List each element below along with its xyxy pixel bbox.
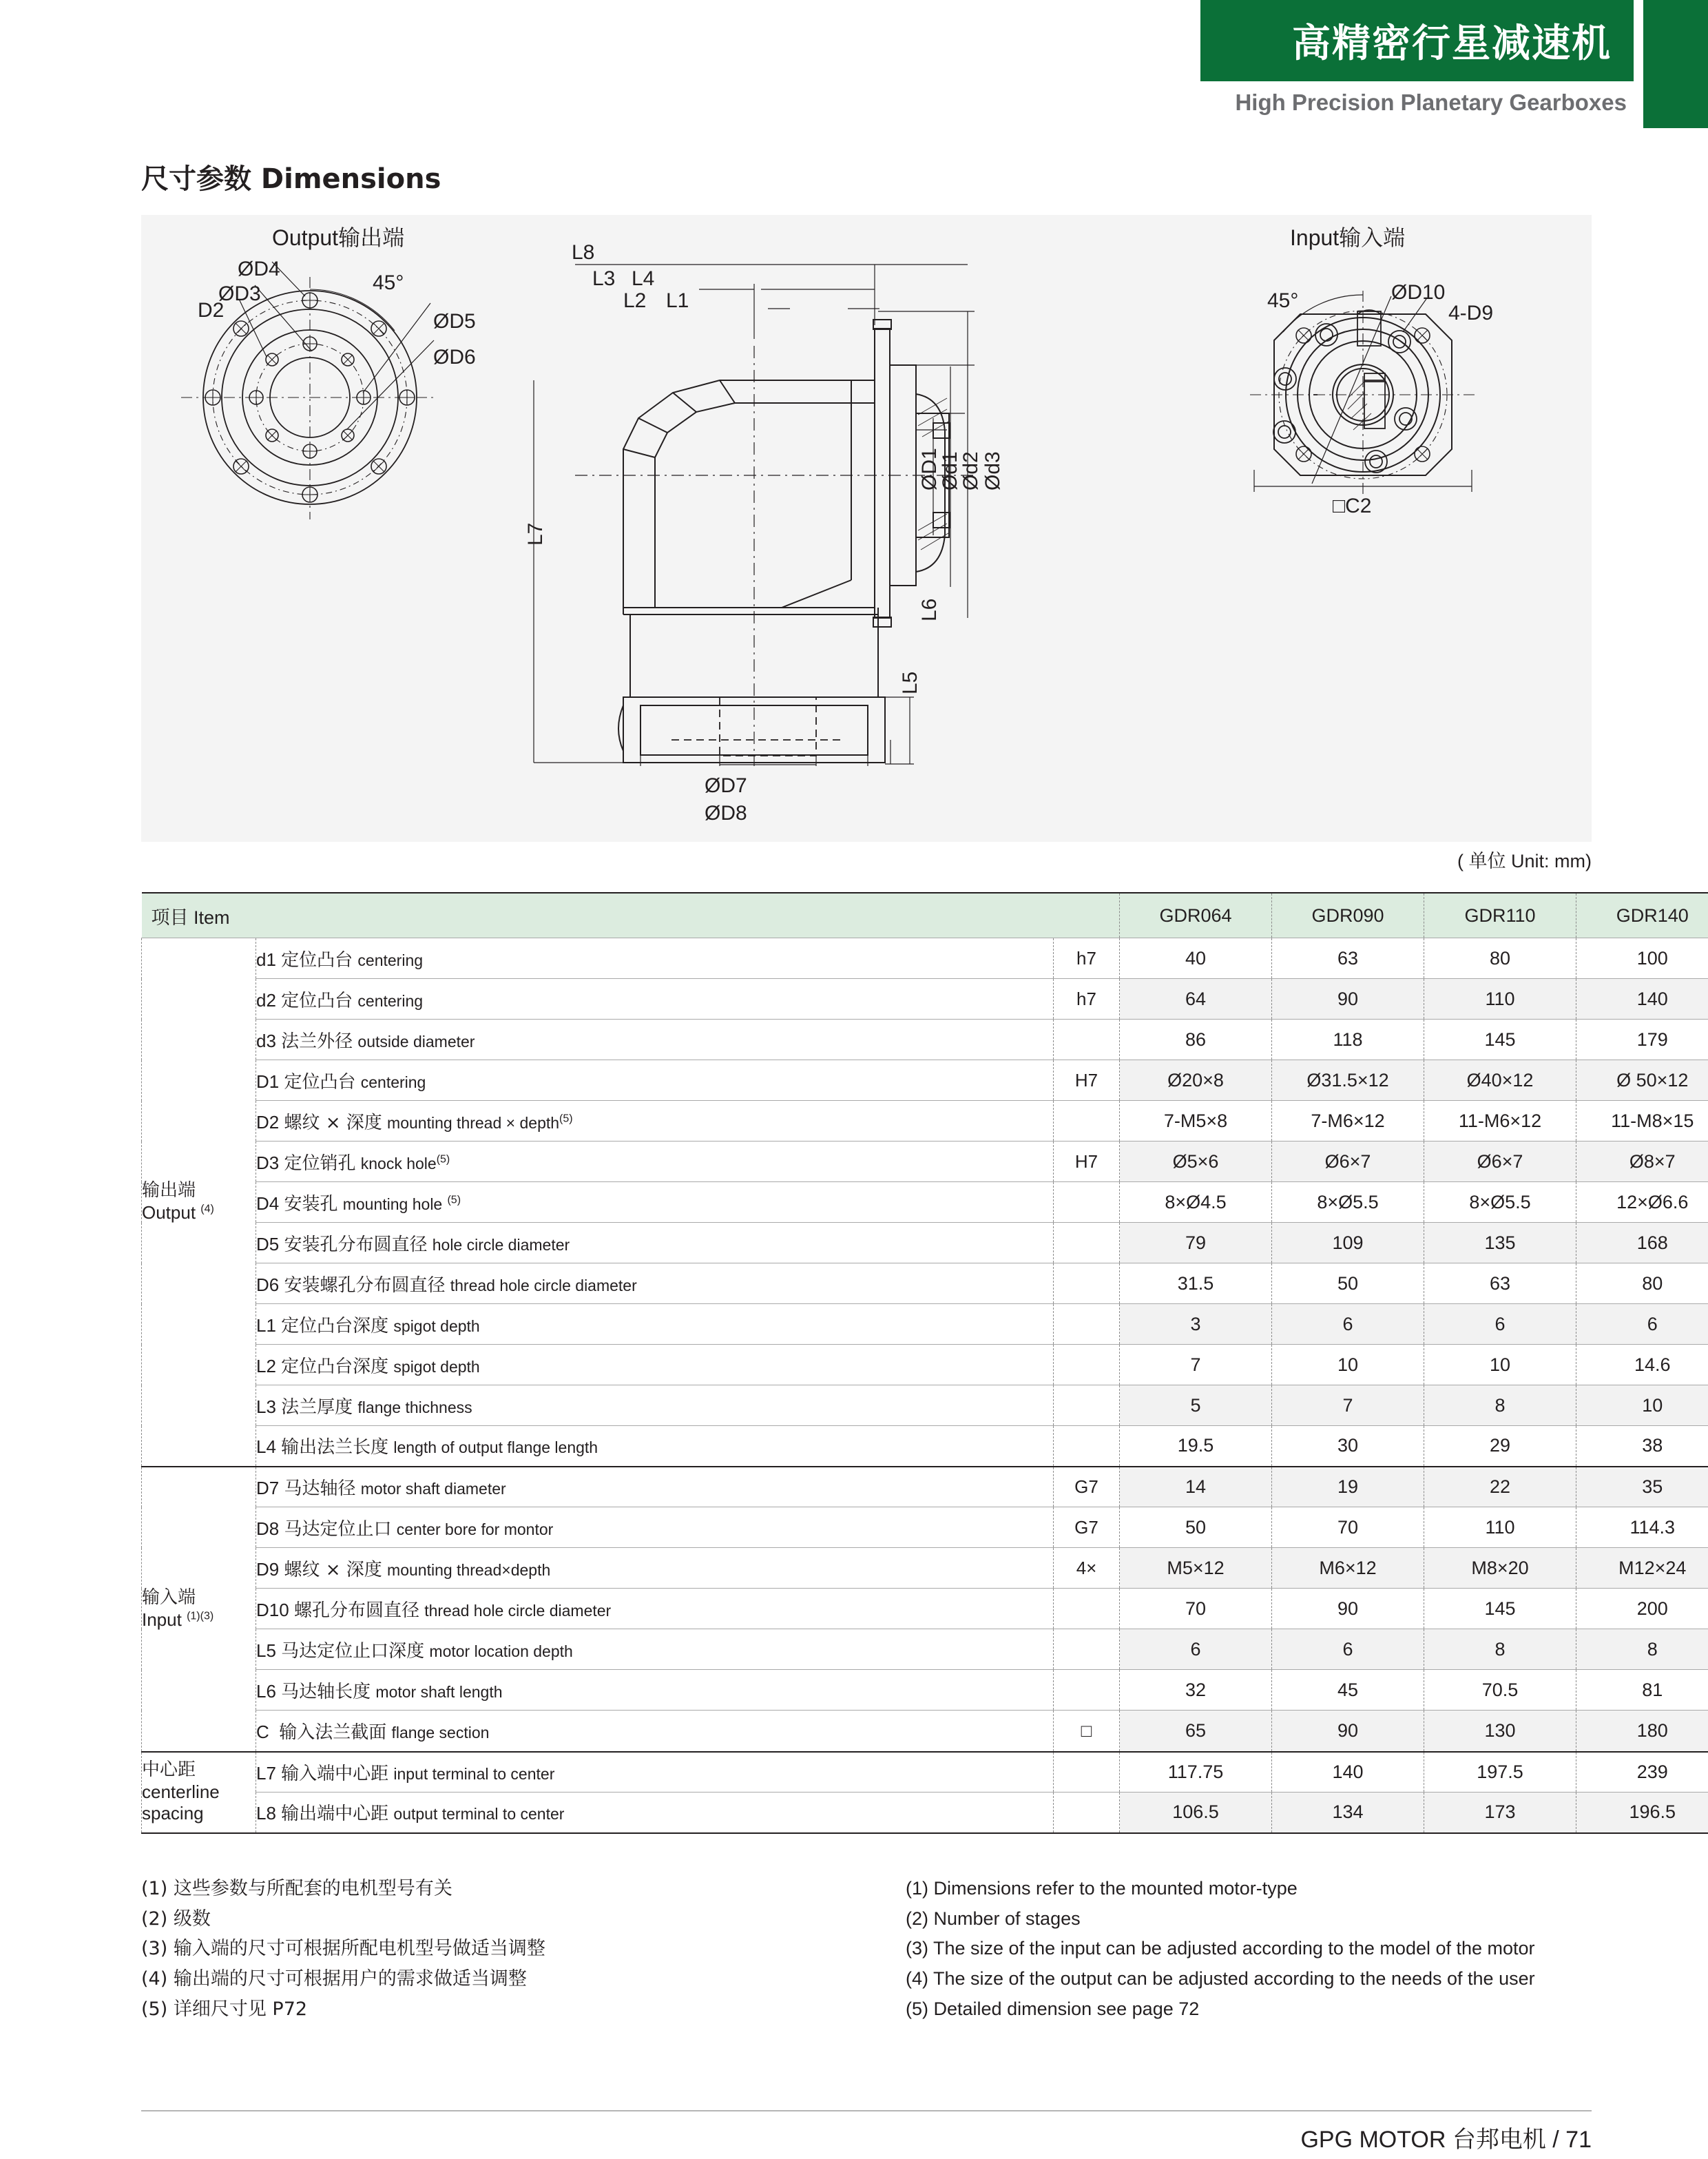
cell-D5-gdr110: 135 (1424, 1223, 1576, 1263)
row-tol-D4 (1054, 1182, 1120, 1223)
row-tol-D10 (1054, 1589, 1120, 1629)
cell-D4-gdr140: 12×Ø6.6 (1576, 1182, 1708, 1223)
footnote-en-5: (5) Detailed dimension see page 72 (906, 1998, 1200, 2019)
cell-D3-gdr090: Ø6×7 (1272, 1142, 1424, 1182)
cell-L3-gdr064: 5 (1120, 1385, 1272, 1426)
table-row (142, 1142, 1708, 1182)
row-item-L7: L7 输入端中心距 input terminal to center (256, 1752, 1054, 1793)
label-od4: ØD4 (238, 258, 280, 280)
group-label-output-zh: 输出端 (142, 1180, 196, 1201)
cell-D8-gdr140: 114.3 (1576, 1507, 1708, 1548)
label-od1-small: Ød1 (939, 451, 961, 490)
label-l5: L5 (899, 671, 921, 694)
group-label-centerline-zh: 中心距 (142, 1759, 196, 1780)
label-od10: ØD10 (1391, 281, 1446, 304)
table-row (142, 1426, 1708, 1467)
side-section-drawing (492, 242, 1195, 766)
cell-L4-gdr140: 38 (1576, 1426, 1708, 1467)
row-item-D3: D3 定位销孔 knock hole$^{(5)}$ (256, 1142, 1054, 1182)
table-row (142, 1223, 1708, 1263)
cell-L3-gdr140: 10 (1576, 1385, 1708, 1426)
cell-d1-gdr090: 63 (1272, 938, 1424, 979)
label-c2: □C2 (1333, 495, 1372, 517)
cell-L8-gdr110: 173 (1424, 1793, 1576, 1833)
cell-L3-gdr090: 7 (1272, 1385, 1424, 1426)
table-row (142, 1589, 1708, 1629)
cell-L8-gdr140: 196.5 (1576, 1793, 1708, 1833)
unit-note: ( 单位 Unit: mm) (1457, 851, 1592, 871)
page-title: 尺寸参数 Dimensions (141, 163, 441, 195)
row-item-L4: L4 输出法兰长度 length of output flange length (256, 1426, 1054, 1467)
label-l1: L1 (666, 289, 689, 312)
cell-D8-gdr064: 50 (1120, 1507, 1272, 1548)
header-title-zh: 高精密行星减速机 (1292, 21, 1612, 66)
output-view-title: Output输出端 (272, 225, 405, 250)
cell-D9-gdr064: M5×12 (1120, 1548, 1272, 1589)
cell-d3l-gdr110: 145 (1424, 1020, 1576, 1060)
row-tol-D9: 4× (1054, 1548, 1120, 1589)
cell-L4-gdr064: 19.5 (1120, 1426, 1272, 1467)
cell-D9-gdr090: M6×12 (1272, 1548, 1424, 1589)
table-row (142, 1507, 1708, 1548)
table-row (142, 1752, 1708, 1793)
cell-D2-gdr090: 7-M6×12 (1272, 1101, 1424, 1142)
cell-D9-gdr110: M8×20 (1424, 1548, 1576, 1589)
label-l8: L8 (572, 241, 595, 264)
group-label-input (142, 1467, 256, 1752)
cell-d3l-gdr140: 179 (1576, 1020, 1708, 1060)
label-angle-45-input: 45° (1267, 289, 1299, 312)
table-row (142, 1263, 1708, 1304)
cell-D9-gdr140: M12×24 (1576, 1548, 1708, 1589)
row-item-d2l: d2 定位凸台 centering (256, 979, 1054, 1020)
cell-C-gdr090: 90 (1272, 1711, 1424, 1751)
cell-L6-gdr140: 81 (1576, 1670, 1708, 1711)
cell-C-gdr064: 65 (1120, 1711, 1272, 1751)
row-item-L8: L8 输出端中心距 output terminal to center (256, 1793, 1054, 1833)
row-item-D6: D6 安装螺孔分布圆直径 thread hole circle diameter (256, 1263, 1054, 1304)
footnote-zh-3: (3) 输入端的尺寸可根据所配电机型号做适当调整 (141, 1938, 545, 1960)
cell-L5-gdr110: 8 (1424, 1629, 1576, 1670)
table-row (142, 938, 1708, 979)
cell-L8-gdr064: 106.5 (1120, 1793, 1272, 1833)
dimensions-table-wrap (141, 892, 1694, 1834)
label-l7: L7 (524, 522, 547, 546)
footnote-en-4: (4) The size of the output can be adjusted according to the needs of the user (906, 1968, 1535, 1990)
row-tol-C: □ (1054, 1711, 1120, 1751)
table-row (142, 1101, 1708, 1142)
row-tol-L8 (1054, 1793, 1120, 1833)
cell-D6-gdr064: 31.5 (1120, 1263, 1272, 1304)
cell-L6-gdr064: 32 (1120, 1670, 1272, 1711)
cell-d3l-gdr090: 118 (1272, 1020, 1424, 1060)
cell-d2l-gdr140: 140 (1576, 979, 1708, 1020)
label-angle-45-output: 45° (373, 271, 404, 294)
header-model-gdr090: GDR090 (1272, 893, 1424, 938)
row-item-D4: D4 安装孔 mounting hole $^{(5)}$ (256, 1182, 1054, 1223)
table-row (142, 1467, 1708, 1507)
row-tol-d1: h7 (1054, 938, 1120, 979)
table-row (142, 1711, 1708, 1751)
cell-D3-gdr064: Ø5×6 (1120, 1142, 1272, 1182)
footnote-en-2: (2) Number of stages (906, 1908, 1081, 1929)
row-item-d3l: d3 法兰外径 outside diameter (256, 1020, 1054, 1060)
row-item-D7: D7 马达轴径 motor shaft diameter (256, 1467, 1054, 1507)
header-side-tab (1643, 0, 1708, 128)
label-od8: ØD8 (705, 802, 747, 825)
cell-D10-gdr140: 200 (1576, 1589, 1708, 1629)
cell-L5-gdr140: 8 (1576, 1629, 1708, 1670)
row-item-L2: L2 定位凸台深度 spigot depth (256, 1345, 1054, 1385)
label-l6: L6 (918, 598, 941, 621)
cell-C-gdr110: 130 (1424, 1711, 1576, 1751)
label-od1-bore: ØD1 (918, 448, 941, 490)
table-row (142, 1670, 1708, 1711)
header-model-gdr140: GDR140 (1576, 893, 1708, 938)
footer-text: GPG MOTOR 台邦电机 / 71 (1300, 2127, 1592, 2153)
cell-L1-gdr064: 3 (1120, 1304, 1272, 1345)
group-label-output (142, 938, 256, 1467)
row-item-D5: D5 安装孔分布圆直径 hole circle diameter (256, 1223, 1054, 1263)
header-model-gdr110: GDR110 (1424, 893, 1576, 938)
table-header-row (142, 893, 1708, 938)
cell-D7-gdr140: 35 (1576, 1467, 1708, 1507)
dimensions-table (141, 892, 1708, 1834)
row-tol-D8: G7 (1054, 1507, 1120, 1548)
cell-D6-gdr090: 50 (1272, 1263, 1424, 1304)
cell-D6-gdr140: 80 (1576, 1263, 1708, 1304)
table-row (142, 1548, 1708, 1589)
footnote-zh-1: (1) 这些参数与所配套的电机型号有关 (141, 1878, 452, 1899)
cell-D1-gdr090: Ø31.5×12 (1272, 1060, 1424, 1101)
row-tol-D6 (1054, 1263, 1120, 1304)
cell-D10-gdr110: 145 (1424, 1589, 1576, 1629)
header-model-gdr064: GDR064 (1120, 893, 1272, 938)
cell-L6-gdr110: 70.5 (1424, 1670, 1576, 1711)
cell-L3-gdr110: 8 (1424, 1385, 1576, 1426)
footnotes-zh (141, 1874, 830, 2025)
input-view-title: Input输入端 (1290, 225, 1406, 250)
cell-d2l-gdr110: 110 (1424, 979, 1576, 1020)
cell-D10-gdr090: 90 (1272, 1589, 1424, 1629)
row-item-L3: L3 法兰厚度 flange thichness (256, 1385, 1054, 1426)
cell-d1-gdr140: 100 (1576, 938, 1708, 979)
row-tol-L5 (1054, 1629, 1120, 1670)
label-l2: L2 (623, 289, 647, 312)
dimension-drawing-panel (141, 215, 1592, 842)
row-item-C: C 输入法兰截面 flange section (256, 1711, 1054, 1751)
cell-d2l-gdr064: 64 (1120, 979, 1272, 1020)
row-tol-D2 (1054, 1101, 1120, 1142)
cell-D5-gdr090: 109 (1272, 1223, 1424, 1263)
cell-L5-gdr064: 6 (1120, 1629, 1272, 1670)
row-tol-d3l (1054, 1020, 1120, 1060)
group-label-output-en: Output $^{(4)}$ (142, 1201, 214, 1223)
row-item-D8: D8 马达定位止口 center bore for montor (256, 1507, 1054, 1548)
cell-d1-gdr064: 40 (1120, 938, 1272, 979)
cell-D8-gdr110: 110 (1424, 1507, 1576, 1548)
label-d2: D2 (198, 299, 225, 322)
label-od7: ØD7 (705, 774, 747, 797)
cell-D4-gdr064: 8×Ø4.5 (1120, 1182, 1272, 1223)
table-row (142, 1304, 1708, 1345)
label-4-d9: 4-D9 (1448, 302, 1494, 324)
cell-D6-gdr110: 63 (1424, 1263, 1576, 1304)
cell-L7-gdr110: 197.5 (1424, 1752, 1576, 1793)
label-od3: ØD3 (218, 282, 261, 305)
header-title-en: High Precision Planetary Gearboxes (1235, 90, 1627, 115)
header-item-label: 项目 Item (142, 893, 1120, 938)
label-l4: L4 (632, 267, 655, 290)
table-row (142, 1182, 1708, 1223)
group-label-centerline-en: centerline spacing (142, 1781, 220, 1824)
cell-L6-gdr090: 45 (1272, 1670, 1424, 1711)
row-item-L5: L5 马达定位止口深度 motor location depth (256, 1629, 1054, 1670)
table-row (142, 1345, 1708, 1385)
row-tol-D3: H7 (1054, 1142, 1120, 1182)
row-tol-D5 (1054, 1223, 1120, 1263)
cell-D7-gdr110: 22 (1424, 1467, 1576, 1507)
cell-L2-gdr140: 14.6 (1576, 1345, 1708, 1385)
table-row (142, 1020, 1708, 1060)
cell-L5-gdr090: 6 (1272, 1629, 1424, 1670)
row-tol-L7 (1054, 1752, 1120, 1793)
output-end-drawing (162, 249, 451, 525)
cell-d2l-gdr090: 90 (1272, 979, 1424, 1020)
cell-D4-gdr090: 8×Ø5.5 (1272, 1182, 1424, 1223)
cell-L7-gdr064: 117.75 (1120, 1752, 1272, 1793)
cell-D4-gdr110: 8×Ø5.5 (1424, 1182, 1576, 1223)
footnote-en-3: (3) The size of the input can be adjusted according to the model of the motor (906, 1938, 1535, 1959)
cell-L1-gdr110: 6 (1424, 1304, 1576, 1345)
label-od3-side: Ød3 (981, 451, 1004, 490)
row-item-D9: D9 螺纹 × 深度 mounting thread×depth (256, 1548, 1054, 1589)
table-row (142, 979, 1708, 1020)
cell-D3-gdr110: Ø6×7 (1424, 1142, 1576, 1182)
group-label-centerline (142, 1752, 256, 1833)
cell-L2-gdr064: 7 (1120, 1345, 1272, 1385)
cell-D2-gdr140: 11-M8×15 (1576, 1101, 1708, 1142)
cell-D3-gdr140: Ø8×7 (1576, 1142, 1708, 1182)
cell-D10-gdr064: 70 (1120, 1589, 1272, 1629)
cell-L8-gdr090: 134 (1272, 1793, 1424, 1833)
row-item-L6: L6 马达轴长度 motor shaft length (256, 1670, 1054, 1711)
table-row (142, 1793, 1708, 1833)
row-item-D10: D10 螺孔分布圆直径 thread hole circle diameter (256, 1589, 1054, 1629)
footnotes-en (906, 1874, 1594, 2025)
label-od5: ØD5 (433, 310, 476, 333)
cell-d3l-gdr064: 86 (1120, 1020, 1272, 1060)
row-tol-L1 (1054, 1304, 1120, 1345)
label-od2: Ød2 (959, 451, 982, 490)
cell-D5-gdr140: 168 (1576, 1223, 1708, 1263)
table-row (142, 1385, 1708, 1426)
group-label-input-en: Input $^{(1)(3)}$ (142, 1609, 214, 1630)
row-tol-D1: H7 (1054, 1060, 1120, 1101)
footer-divider (141, 2110, 1592, 2111)
cell-D2-gdr064: 7-M5×8 (1120, 1101, 1272, 1142)
cell-L2-gdr110: 10 (1424, 1345, 1576, 1385)
row-item-L1: L1 定位凸台深度 spigot depth (256, 1304, 1054, 1345)
cell-L7-gdr140: 239 (1576, 1752, 1708, 1793)
cell-D1-gdr140: Ø 50×12 (1576, 1060, 1708, 1101)
label-od6: ØD6 (433, 346, 476, 369)
cell-D8-gdr090: 70 (1272, 1507, 1424, 1548)
footnote-zh-2: (2) 级数 (141, 1908, 211, 1930)
header-green-band (1200, 0, 1634, 81)
footnote-zh-4: (4) 输出端的尺寸可根据用户的需求做适当调整 (141, 1968, 527, 1990)
cell-C-gdr140: 180 (1576, 1711, 1708, 1751)
cell-D2-gdr110: 11-M6×12 (1424, 1101, 1576, 1142)
group-label-input-zh: 输入端 (142, 1587, 196, 1608)
cell-D5-gdr064: 79 (1120, 1223, 1272, 1263)
table-row (142, 1060, 1708, 1101)
cell-L4-gdr090: 30 (1272, 1426, 1424, 1467)
cell-D7-gdr090: 19 (1272, 1467, 1424, 1507)
cell-D1-gdr064: Ø20×8 (1120, 1060, 1272, 1101)
label-l3: L3 (592, 267, 616, 290)
row-tol-L3 (1054, 1385, 1120, 1426)
row-item-D1: D1 定位凸台 centering (256, 1060, 1054, 1101)
cell-L1-gdr090: 6 (1272, 1304, 1424, 1345)
cell-L4-gdr110: 29 (1424, 1426, 1576, 1467)
cell-d1-gdr110: 80 (1424, 938, 1576, 979)
footnote-en-1: (1) Dimensions refer to the mounted motor-type (906, 1878, 1298, 1899)
cell-L7-gdr090: 140 (1272, 1752, 1424, 1793)
row-tol-D7: G7 (1054, 1467, 1120, 1507)
row-tol-d2l: h7 (1054, 979, 1120, 1020)
row-tol-L2 (1054, 1345, 1120, 1385)
cell-D1-gdr110: Ø40×12 (1424, 1060, 1576, 1101)
cell-L2-gdr090: 10 (1272, 1345, 1424, 1385)
row-tol-L4 (1054, 1426, 1120, 1467)
table-row (142, 1629, 1708, 1670)
row-tol-L6 (1054, 1670, 1120, 1711)
row-item-d1: d1 定位凸台 centering (256, 938, 1054, 979)
footnote-zh-5: (5) 详细尺寸见 P72 (141, 1998, 308, 2020)
cell-L1-gdr140: 6 (1576, 1304, 1708, 1345)
row-item-D2: D2 螺纹 × 深度 mounting thread × depth$^{(5)}$ (256, 1101, 1054, 1142)
cell-D7-gdr064: 14 (1120, 1467, 1272, 1507)
